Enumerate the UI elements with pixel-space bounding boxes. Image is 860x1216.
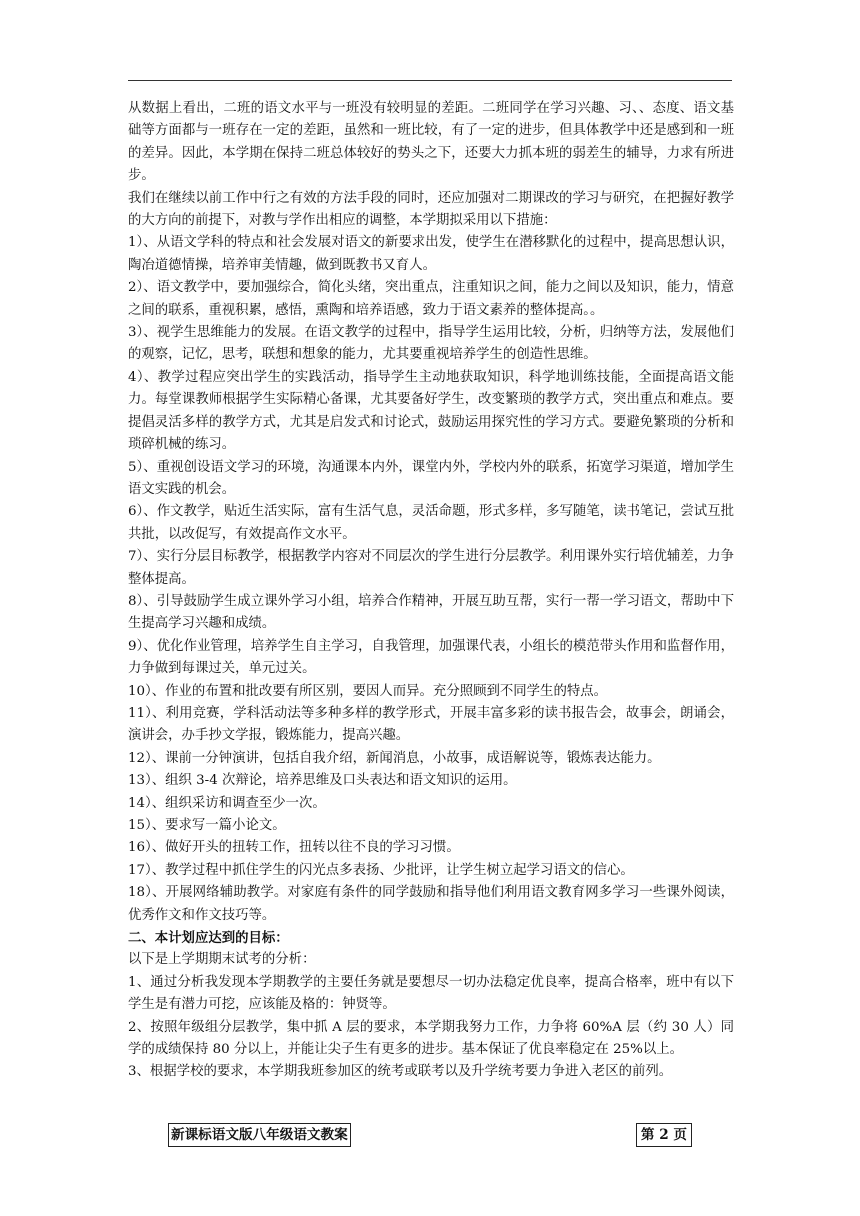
- paragraph: 6）、作文教学，贴近生活实际，富有生活气息，灵活命题，形式多样，多写随笔，读书笔记，尝试互批共批，以改促写，有效提高作文水平。: [128, 504, 734, 542]
- paragraph: 14）、组织采访和调查至少一次。: [128, 795, 326, 811]
- paragraph: 3）、视学生思维能力的发展。在语文教学的过程中，指导学生运用比较，分析，归纳等方法，发展他们的观察，记忆，思考，联想和想象的能力，尤其要重视培养学生的创造性思维。: [128, 325, 734, 363]
- paragraph: 9）、优化作业管理，培养学生自主学习，自我管理，加强课代表，小组长的模范带头作用和监督作用，力争做到每课过关，单元过关。: [128, 638, 734, 677]
- paragraph: 从数据上看出，二班的语文水平与一班没有较明显的差距。二班同学在学习兴趣、习、、态度、语文基础等方面都与一班存在一定的差距，虽然和一班比较，有了一定的进步，但具体教学中还是感到和一班的差异。因此，本学期在保持二班总体较好的势头之下，还要大力抓本班的弱差生的辅导，力求有所进步。: [128, 101, 734, 184]
- paragraph: 13）、组织 3-4 次辩论，培养思维及口头表达和语文知识的运用。: [128, 773, 517, 789]
- paragraph: 4）、教学过程应突出学生的实践活动，指导学生主动地获取知识，科学地训练技能，全面提高语文能力。每堂课教师根据学生实际精心备课，尤其要备好学生，改变繁琐的教学方式，突出重点和难点。要提倡灵活多样的教学方式，尤其是启发式和讨论式，鼓励运用探究性的学习方式。要避免繁琐的分析和琐碎机械的练习。: [128, 369, 734, 453]
- header-rule: [128, 80, 732, 81]
- paragraph: 15）、要求写一篇小论文。: [128, 818, 286, 833]
- paragraph: 3、根据学校的要求，本学期我班参加区的统考或联考以及升学统考要力争进入老区的前列。: [128, 1064, 673, 1080]
- document-body: [128, 98, 734, 1084]
- paragraph: 18）、开展网络辅助教学。对家庭有条件的同学鼓励和指导他们利用语文教育网多学习一些课外阅读，优秀作文和作文技巧等。: [128, 885, 734, 923]
- footer-page-number: 第 2 页: [636, 1123, 692, 1147]
- paragraph: 1）、从语文学科的特点和社会发展对语文的新要求出发，使学生在潜移默化的过程中，提高思想认识，陶冶道德情操，培养审美情趣，做到既教书又育人。: [128, 235, 734, 273]
- paragraph: 1、通过分析我发现本学期教学的主要任务就是要想尽一切办法稳定优良率，提高合格率，班中有以下学生是有潜力可挖，应该能及格的：钟贤等。: [128, 974, 734, 1013]
- footer-document-title: 新课标语文版八年级语文教案: [168, 1123, 351, 1147]
- paragraph: 11）、利用竞赛，学科活动法等多种多样的教学形式，开展丰富多彩的读书报告会，故事会，朗诵会，演讲会，办手抄文学报，锻炼能力，提高兴趣。: [128, 705, 734, 744]
- section-heading: 二、本计划应达到的目标：: [128, 930, 289, 947]
- paragraph: 2）、语文教学中，要加强综合，简化头绪，突出重点，注重知识之间，能力之间以及知识，能力，情意之间的联系，重视积累，感悟，熏陶和培养语感，致力于语文素养的整体提高。。: [128, 280, 734, 318]
- paragraph: 7）、实行分层目标教学，根据教学内容对不同层次的学生进行分层教学。利用课外实行培优辅差，力争整体提高。: [128, 549, 734, 587]
- paragraph: 17）、教学过程中抓住学生的闪光点多表扬、少批评，让学生树立起学习语文的信心。: [128, 862, 634, 878]
- paragraph: 16）、做好开头的扭转工作，扭转以往不良的学习习惯。: [128, 840, 460, 856]
- paragraph: 8）、引导鼓励学生成立课外学习小组，培养合作精神，开展互助互帮，实行一帮一学习语文，帮助中下生提高学习兴趣和成绩。: [128, 593, 734, 632]
- paragraph: 我们在继续以前工作中行之有效的方法手段的同时，还应加强对二期课改的学习与研究，在把握好教学的大方向的前提下，对教与学作出相应的调整，本学期拟采用以下措施：: [128, 190, 734, 229]
- paragraph: 10）、作业的布置和批改要有所区别，要因人而异。充分照顾到不同学生的特点。: [128, 683, 608, 699]
- paragraph: 5）、重视创设语文学习的环境，沟通课本内外，课堂内外，学校内外的联系，拓宽学习渠道，增加学生语文实践的机会。: [128, 459, 734, 497]
- paragraph: 2、按照年级组分层教学，集中抓 A 层的要求，本学期我努力工作，力争将 60%A 层（约 30 人）同学的成绩保持 80 分以上，并能让尖子生有更多的进步。基本保证了优良率稳定在 25%以上。: [128, 1019, 734, 1058]
- page-footer: [128, 1123, 732, 1149]
- paragraph: 12）、课前一分钟演讲，包括自我介绍，新闻消息，小故事，成语解说等，锻炼表达能力。: [128, 750, 661, 766]
- paragraph: 以下是上学期期末试考的分析：: [128, 952, 316, 968]
